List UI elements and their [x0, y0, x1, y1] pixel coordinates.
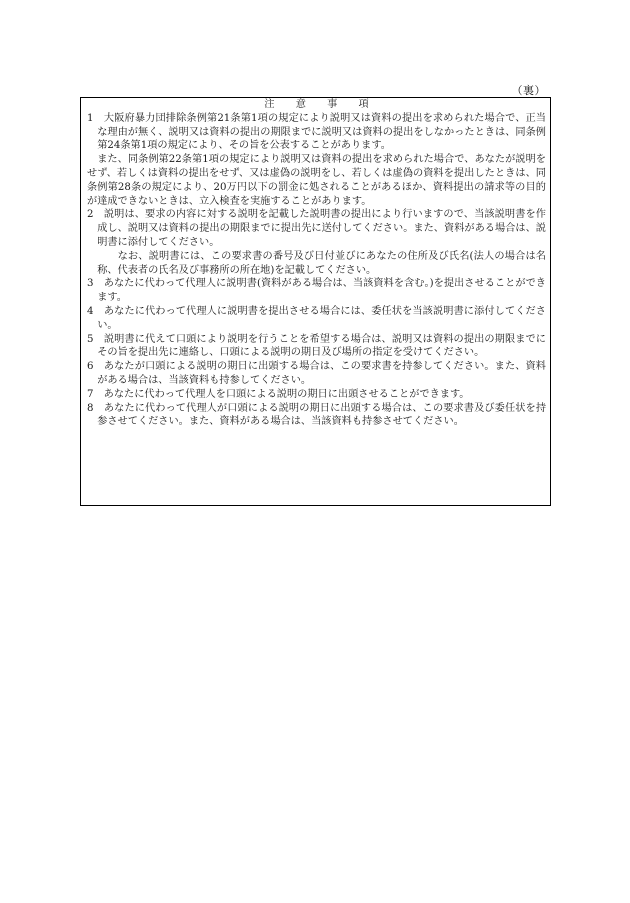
notice-item-2: 2 説明は、要求の内容に対する説明を記載した説明書の提出により行いますので、当該説明書を作成し、説明又は資料の提出の期限までに提出先に送付してください。また、資料がある場合は、説明書に添付してください。	[87, 209, 546, 248]
notice-item-3: 3 あなたに代わって代理人に説明書(資料がある場合は、当該資料を含む。)を提出させることができます。	[87, 278, 546, 304]
notice-item-6: 6 あなたが口頭による説明の期日に出頭する場合は、この要求書を持参してください。また、資料がある場合は、当該資料も持参してください。	[87, 361, 546, 386]
reverse-side-label: （裏）	[511, 84, 546, 97]
notice-item-1-continuation: また、同条例第22条第1項の規定により説明又は資料の提出を求められた場合で、あなたが説明をせず、若しくは資料の提出をせず、又は虚偽の説明をし、若しくは虚偽の資料を提出したときは、同条例第28条の規定により、20万円以下の罰金に処されることがあるほか、資料提出の請求等の目的が達成できないときは、立入検査を実施することがあります。	[87, 154, 546, 207]
notice-item-7: 7 あなたに代わって代理人を口頭による説明の期日に出頭させることができます。	[87, 388, 470, 400]
notice-title: 注 意 事 項	[264, 99, 378, 110]
notice-item-8: 8 あなたに代わって代理人が口頭による説明の期日に出頭する場合は、この要求書及び委任状を持参させてください。また、資料がある場合は、当該資料も持参させてください。	[87, 402, 546, 428]
notice-item-4: 4 あなたに代わって代理人に説明書を提出させる場合には、委任状を当該説明書に添付してください。	[87, 305, 546, 331]
notice-item-1: 1 大阪府暴力団排除条例第21条第1項の規定により説明又は資料の提出を求められた場合で、正当な理由が無く、説明又は資料の提出の期限までに説明又は資料の提出をしなかったときは、同条例第24条第1項の規定により、その旨を公表することがあります。	[87, 112, 546, 152]
notice-item-2-continuation: なお、説明書には、この要求書の番号及び日付並びにあなたの住所及び氏名(法人の場合は名称、代表者の氏名及び事務所の所在地)を記載してください。	[97, 250, 546, 276]
notice-item-5: 5 説明書に代えて口頭により説明を行うことを希望する場合は、説明又は資料の提出の期限までにその旨を提出先に連絡し、口頭による説明の期日及び場所の指定を受けてください。	[87, 333, 546, 359]
notice-box	[80, 97, 551, 506]
